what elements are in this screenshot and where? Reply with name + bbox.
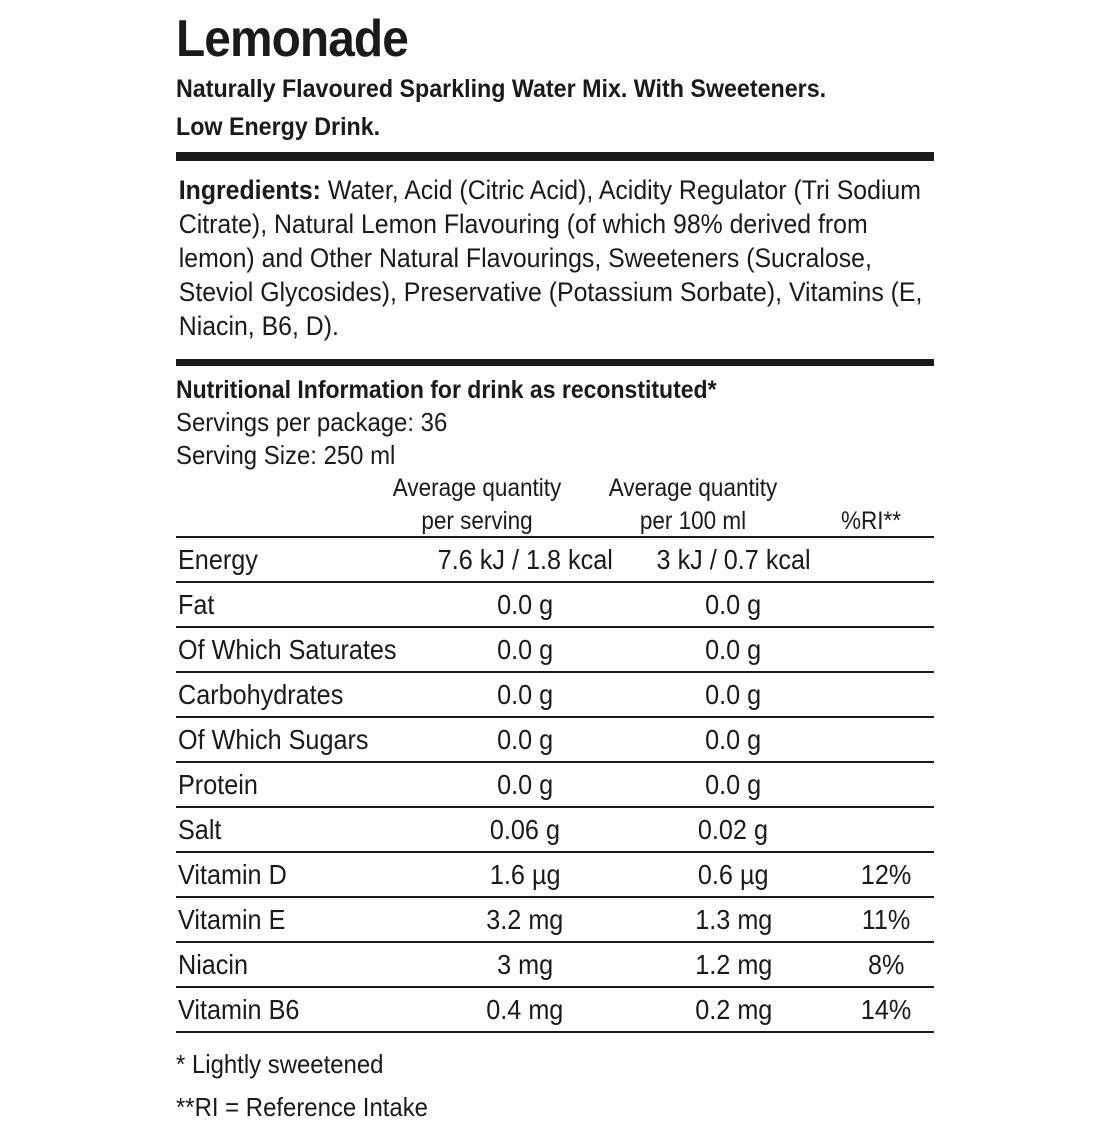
table-row — [176, 987, 934, 1032]
per-100ml-value-cell — [629, 807, 837, 852]
nutrient-name: Fat — [178, 588, 215, 620]
per-serving-value-cell — [421, 762, 630, 807]
ri-value: 11% — [861, 903, 911, 935]
servings-per-package: Servings per package: 36 — [176, 407, 448, 437]
ingredients-text: Water, Acid (Citric Acid), Acidity Regulator (Tri Sodium Citrate), Natural Lemon Flavouring (of which 98% derived from lemon) and Other Natural Flavourings, Sweeteners (Sucralose, Steviol Glycosides), Preservative (Potassium Sorbate), Vitamins (E, Niacin, B6, D). — [178, 175, 923, 341]
nutrient-name-cell — [176, 942, 421, 987]
column-header-per-100ml — [599, 472, 788, 538]
nutrient-name-cell — [176, 897, 421, 942]
nutrient-name-cell — [176, 807, 421, 852]
ri-value-cell — [838, 852, 934, 897]
ri-value-cell — [838, 537, 934, 582]
per-serving-value-cell — [421, 582, 630, 627]
footnote-reference-intake: **RI = Reference Intake — [176, 1092, 428, 1122]
nutrient-name: Energy — [178, 543, 258, 575]
nutrient-name: Niacin — [178, 948, 249, 980]
per-serving-value-cell — [421, 942, 630, 987]
per-serving-value: 0.06 g — [489, 813, 561, 845]
nutrient-name: Of Which Sugars — [178, 723, 369, 755]
nutrient-name-cell — [176, 627, 421, 672]
per-100ml-value: 0.0 g — [705, 633, 762, 665]
nutrient-name-cell — [176, 537, 421, 582]
per-serving-value: 1.6 µg — [489, 858, 561, 890]
divider-middle — [176, 359, 934, 366]
nutrient-name: Salt — [178, 813, 222, 845]
table-row — [176, 942, 934, 987]
ri-value-cell — [838, 762, 934, 807]
per-100ml-value: 0.2 mg — [694, 993, 772, 1025]
ri-value-cell — [838, 897, 934, 942]
per-100ml-value: 0.0 g — [705, 678, 762, 710]
per-100ml-value-cell — [629, 582, 837, 627]
ri-value: 8% — [867, 948, 904, 980]
per-serving-value: 3.2 mg — [486, 903, 564, 935]
per-100ml-value-cell — [629, 537, 837, 582]
nutrient-name: Carbohydrates — [178, 678, 344, 710]
nutrient-name-cell — [176, 672, 421, 717]
table-row — [176, 582, 934, 627]
nutrient-name-cell — [176, 852, 421, 897]
per-serving-value-cell — [421, 987, 630, 1032]
nutrient-name-cell — [176, 987, 421, 1032]
ingredients-block — [176, 173, 933, 343]
per-100ml-value-cell — [629, 627, 837, 672]
table-row — [176, 897, 934, 942]
table-row — [176, 717, 934, 762]
column-header-per-serving — [383, 472, 572, 538]
per-serving-value: 7.6 kJ / 1.8 kcal — [437, 543, 613, 575]
nutrition-column-headers — [176, 472, 934, 536]
column-header-per-serving-line1: Average quantity — [392, 474, 562, 502]
per-serving-value-cell — [421, 852, 630, 897]
nutrient-name-cell — [176, 582, 421, 627]
per-serving-value: 0.0 g — [497, 633, 554, 665]
table-row — [176, 807, 934, 852]
per-serving-value-cell — [421, 627, 630, 672]
per-serving-value-cell — [421, 537, 630, 582]
nutrient-name: Vitamin B6 — [178, 993, 300, 1025]
per-serving-value-cell — [421, 717, 630, 762]
per-100ml-value: 0.02 g — [698, 813, 769, 845]
column-header-per-serving-line2: per serving — [421, 507, 533, 535]
ri-value: 14% — [860, 993, 911, 1025]
divider-top — [176, 152, 934, 161]
per-serving-value: 3 mg — [497, 948, 554, 980]
ri-value-cell — [838, 672, 934, 717]
nutrient-name: Vitamin D — [178, 858, 287, 890]
table-row — [176, 852, 934, 897]
per-100ml-value: 0.6 µg — [698, 858, 769, 890]
per-100ml-value-cell — [629, 987, 837, 1032]
product-title: Lemonade — [176, 10, 408, 68]
per-serving-value-cell — [421, 672, 630, 717]
nutrition-label — [176, 8, 934, 1129]
ri-value-cell — [838, 942, 934, 987]
nutrient-name: Protein — [178, 768, 258, 800]
per-serving-value: 0.0 g — [497, 768, 554, 800]
nutrient-name: Vitamin E — [178, 903, 286, 935]
ri-value-cell — [838, 582, 934, 627]
ri-value-cell — [838, 987, 934, 1032]
nutrient-name-cell — [176, 717, 421, 762]
table-row — [176, 672, 934, 717]
table-row — [176, 762, 934, 807]
column-header-per-100ml-line2: per 100 ml — [639, 507, 747, 535]
per-serving-value: 0.0 g — [497, 723, 554, 755]
per-serving-value-cell — [421, 897, 630, 942]
product-subtitle-line2: Low Energy Drink. — [176, 113, 381, 141]
per-100ml-value: 0.0 g — [705, 768, 762, 800]
ri-value: 12% — [860, 858, 911, 890]
ri-value-cell — [838, 807, 934, 852]
nutrient-name-cell — [176, 762, 421, 807]
table-row — [176, 627, 934, 672]
nutrient-name: Of Which Saturates — [178, 633, 397, 665]
per-100ml-value: 3 kJ / 0.7 kcal — [656, 543, 811, 575]
per-serving-value-cell — [421, 807, 630, 852]
ri-value-cell — [838, 717, 934, 762]
per-serving-value: 0.0 g — [497, 678, 554, 710]
per-100ml-value: 0.0 g — [705, 588, 762, 620]
nutrition-heading: Nutritional Information for drink as reconstituted* — [176, 376, 717, 404]
ri-value-cell — [838, 627, 934, 672]
per-serving-value: 0.4 mg — [486, 993, 564, 1025]
per-100ml-value-cell — [629, 942, 837, 987]
column-header-ri: %RI** — [840, 507, 902, 535]
per-100ml-value: 1.3 mg — [694, 903, 772, 935]
ingredients-label: Ingredients: — [178, 175, 321, 205]
per-100ml-value: 0.0 g — [705, 723, 762, 755]
product-subtitle-line1: Naturally Flavoured Sparkling Water Mix. With Sweeteners. — [176, 75, 827, 103]
serving-size: Serving Size: 250 ml — [176, 440, 396, 470]
per-serving-value: 0.0 g — [497, 588, 554, 620]
per-100ml-value-cell — [629, 762, 837, 807]
column-header-per-100ml-line1: Average quantity — [608, 474, 778, 502]
table-row — [176, 537, 934, 582]
per-100ml-value-cell — [629, 852, 837, 897]
per-100ml-value-cell — [629, 672, 837, 717]
per-100ml-value: 1.2 mg — [694, 948, 772, 980]
footnote-lightly-sweetened: * Lightly sweetened — [176, 1049, 384, 1079]
per-100ml-value-cell — [629, 897, 837, 942]
nutrition-table — [176, 536, 934, 1033]
per-100ml-value-cell — [629, 717, 837, 762]
